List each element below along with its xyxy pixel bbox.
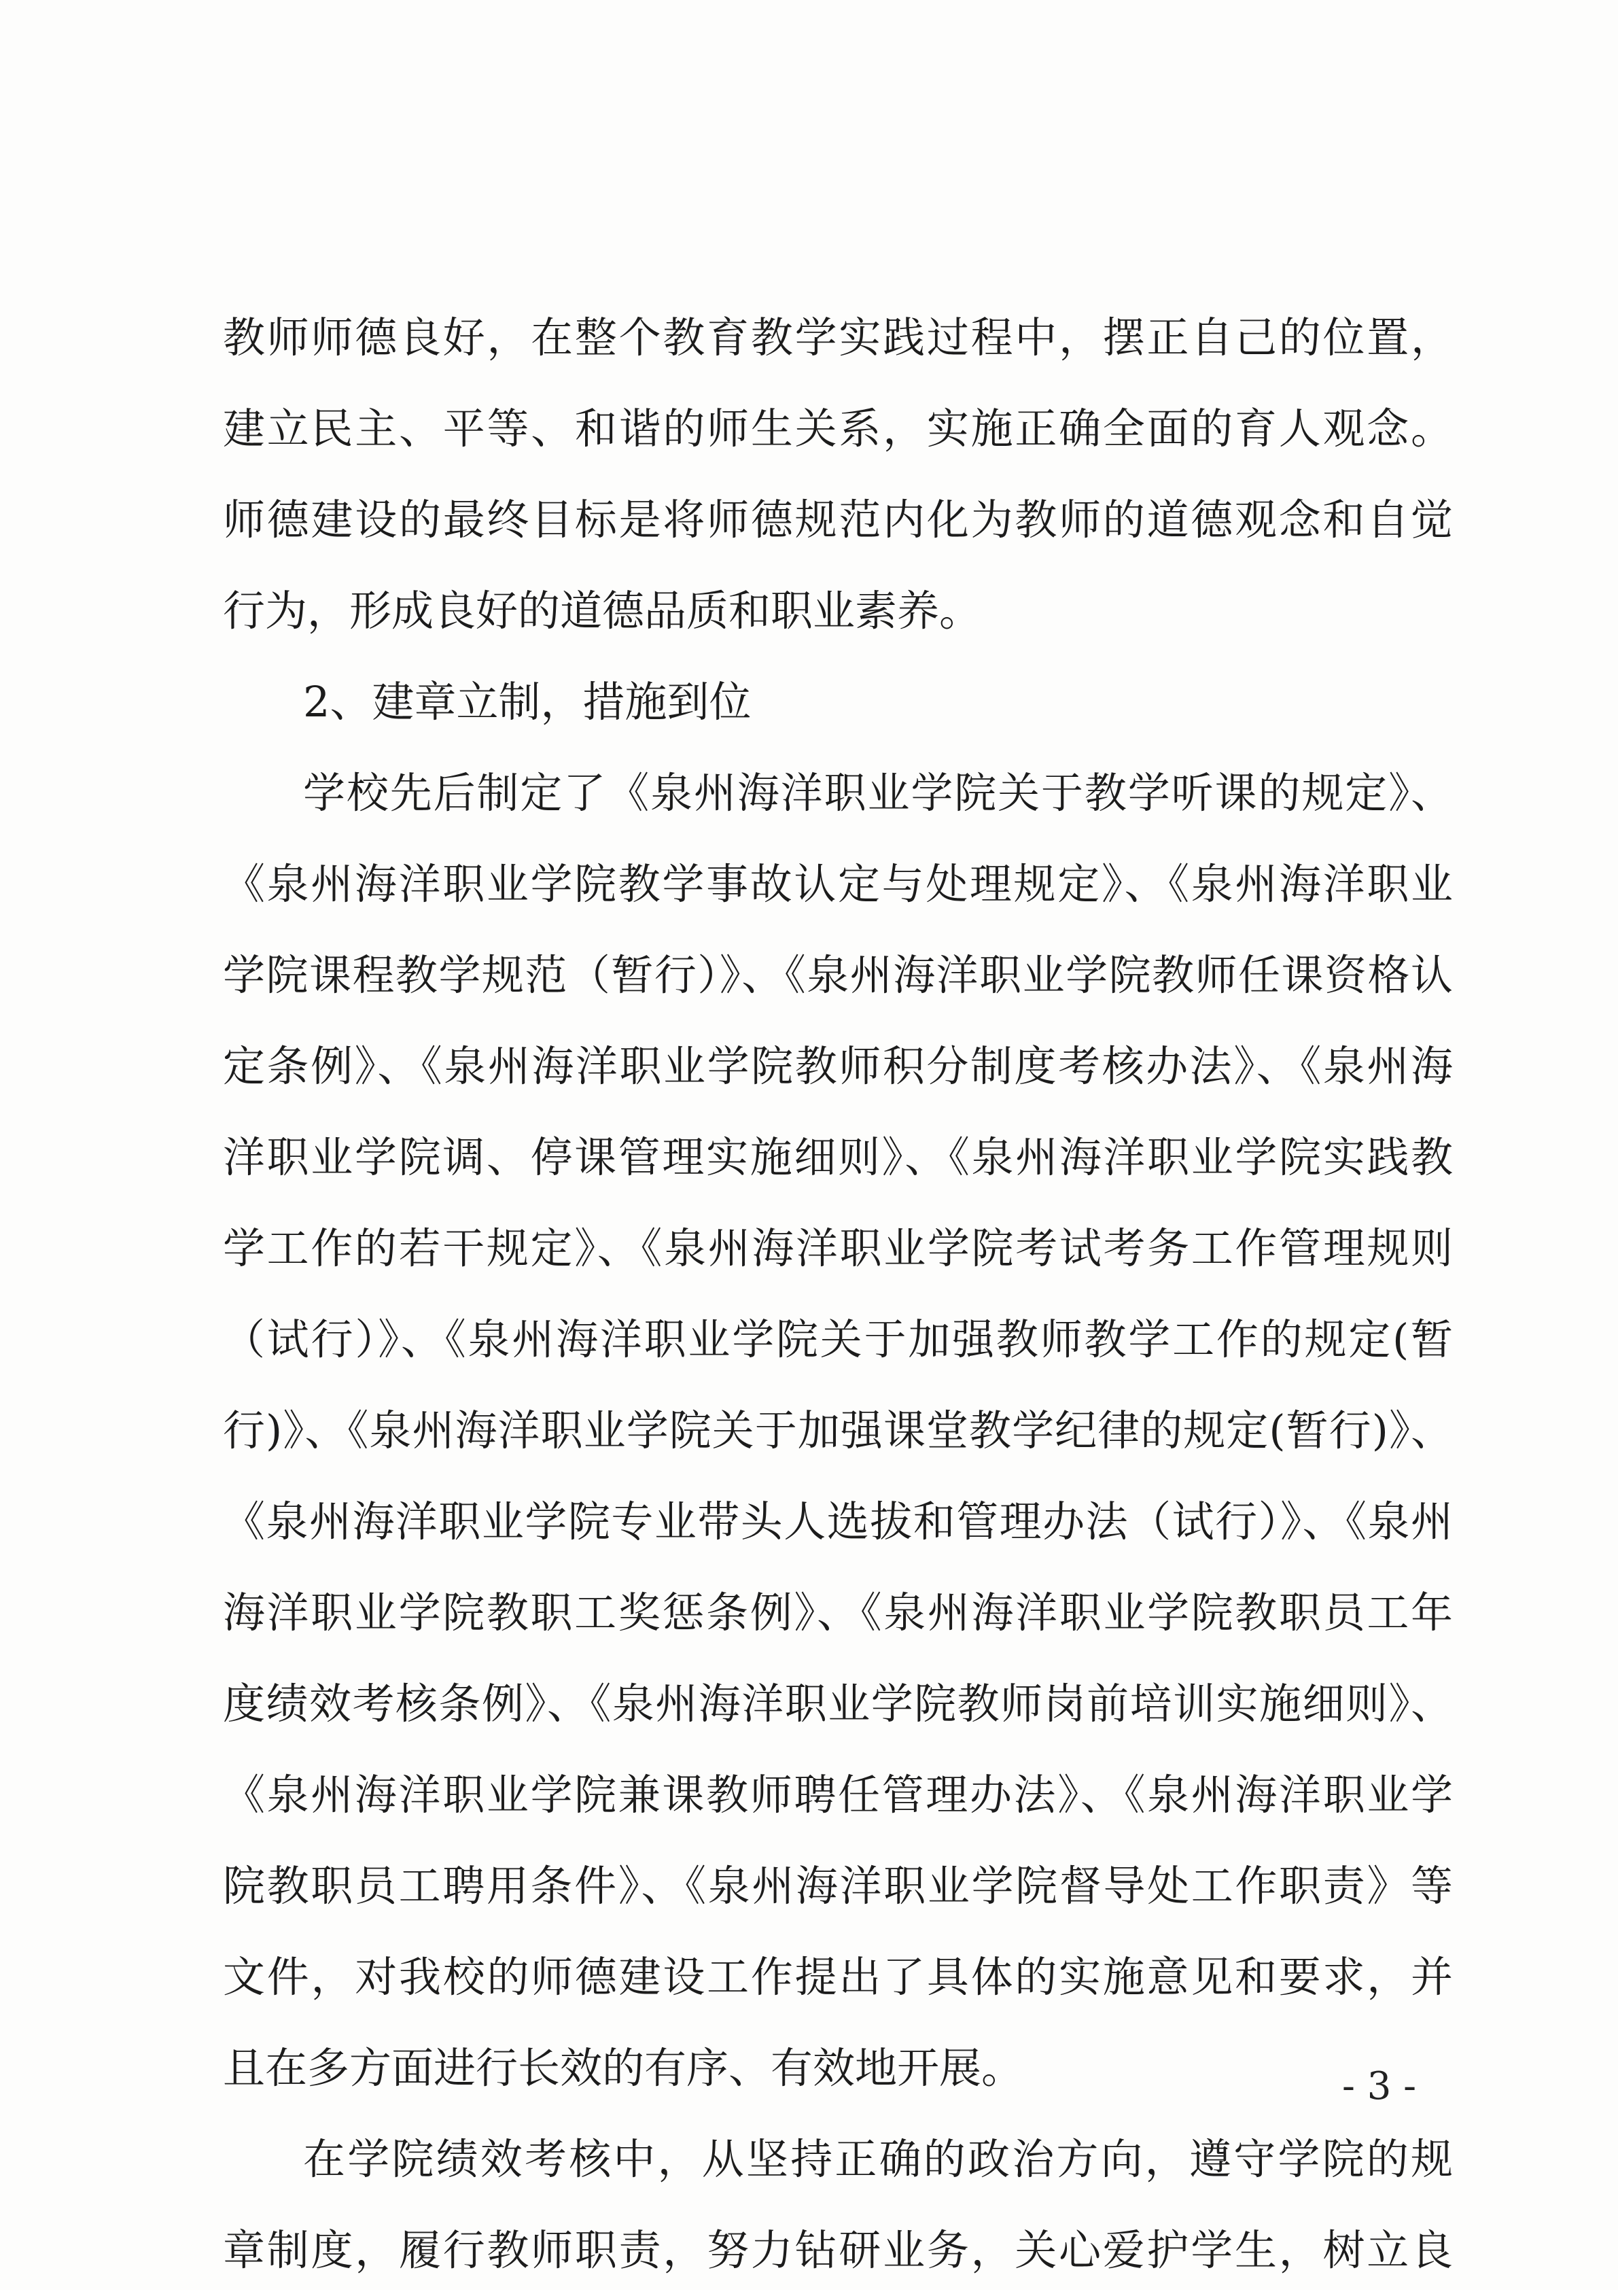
text-line: 教师师德良好，在整个教育教学实践过程中，摆正自己的位置，	[223, 313, 1453, 362]
text-line: 度绩效考核条例》、《泉州海洋职业学院教师岗前培训实施细则》、	[223, 1679, 1453, 1728]
body-text	[223, 292, 1453, 2296]
section-heading: 2、建章立制，措施到位	[303, 677, 752, 727]
text-line: 《泉州海洋职业学院教学事故认定与处理规定》、《泉州海洋职业	[223, 859, 1453, 909]
text-line: 文件，对我校的师德建设工作提出了具体的实施意见和要求，并	[223, 1952, 1453, 2002]
text-line: （试行）》、《泉州海洋职业学院关于加强教师教学工作的规定(暂	[223, 1315, 1453, 1364]
text-line: 学院课程教学规范（暂行）》、《泉州海洋职业学院教师任课资格认	[223, 950, 1453, 1000]
text-line: 院教职员工聘用条件》、《泉州海洋职业学院督导处工作职责》等	[223, 1861, 1453, 1911]
text-line: 行)》、《泉州海洋职业学院关于加强课堂教学纪律的规定(暂行)》、	[223, 1406, 1453, 1455]
text-line: 定条例》、《泉州海洋职业学院教师积分制度考核办法》、《泉州海	[223, 1041, 1453, 1091]
text-line: 学校先后制定了《泉州海洋职业学院关于教学听课的规定》、	[303, 768, 1453, 818]
page-number: - 3 -	[1342, 2064, 1417, 2108]
text-line: 《泉州海洋职业学院兼课教师聘任管理办法》、《泉州海洋职业学	[223, 1770, 1453, 1820]
text-line: 海洋职业学院教职工奖惩条例》、《泉州海洋职业学院教职员工年	[223, 1588, 1453, 1637]
text-line: 且在多方面进行长效的有序、有效地开展。	[223, 2043, 1024, 2093]
text-line: 行为，形成良好的道德品质和职业素养。	[223, 586, 982, 636]
text-line: 师德建设的最终目标是将师德规范内化为教师的道德观念和自觉	[223, 495, 1453, 544]
text-line: 《泉州海洋职业学院专业带头人选拔和管理办法（试行）》、《泉州	[223, 1497, 1453, 1546]
text-line: 洋职业学院调、停课管理实施细则》、《泉州海洋职业学院实践教	[223, 1132, 1453, 1182]
text-line: 学工作的若干规定》、《泉州海洋职业学院考试考务工作管理规则	[223, 1223, 1453, 1273]
text-line: 章制度，履行教师职责，努力钻研业务，关心爱护学生，树立良	[223, 2225, 1453, 2275]
text-line: 在学院绩效考核中，从坚持正确的政治方向，遵守学院的规	[303, 2134, 1453, 2184]
text-line: 建立民主、平等、和谐的师生关系，实施正确全面的育人观念。	[223, 404, 1453, 453]
